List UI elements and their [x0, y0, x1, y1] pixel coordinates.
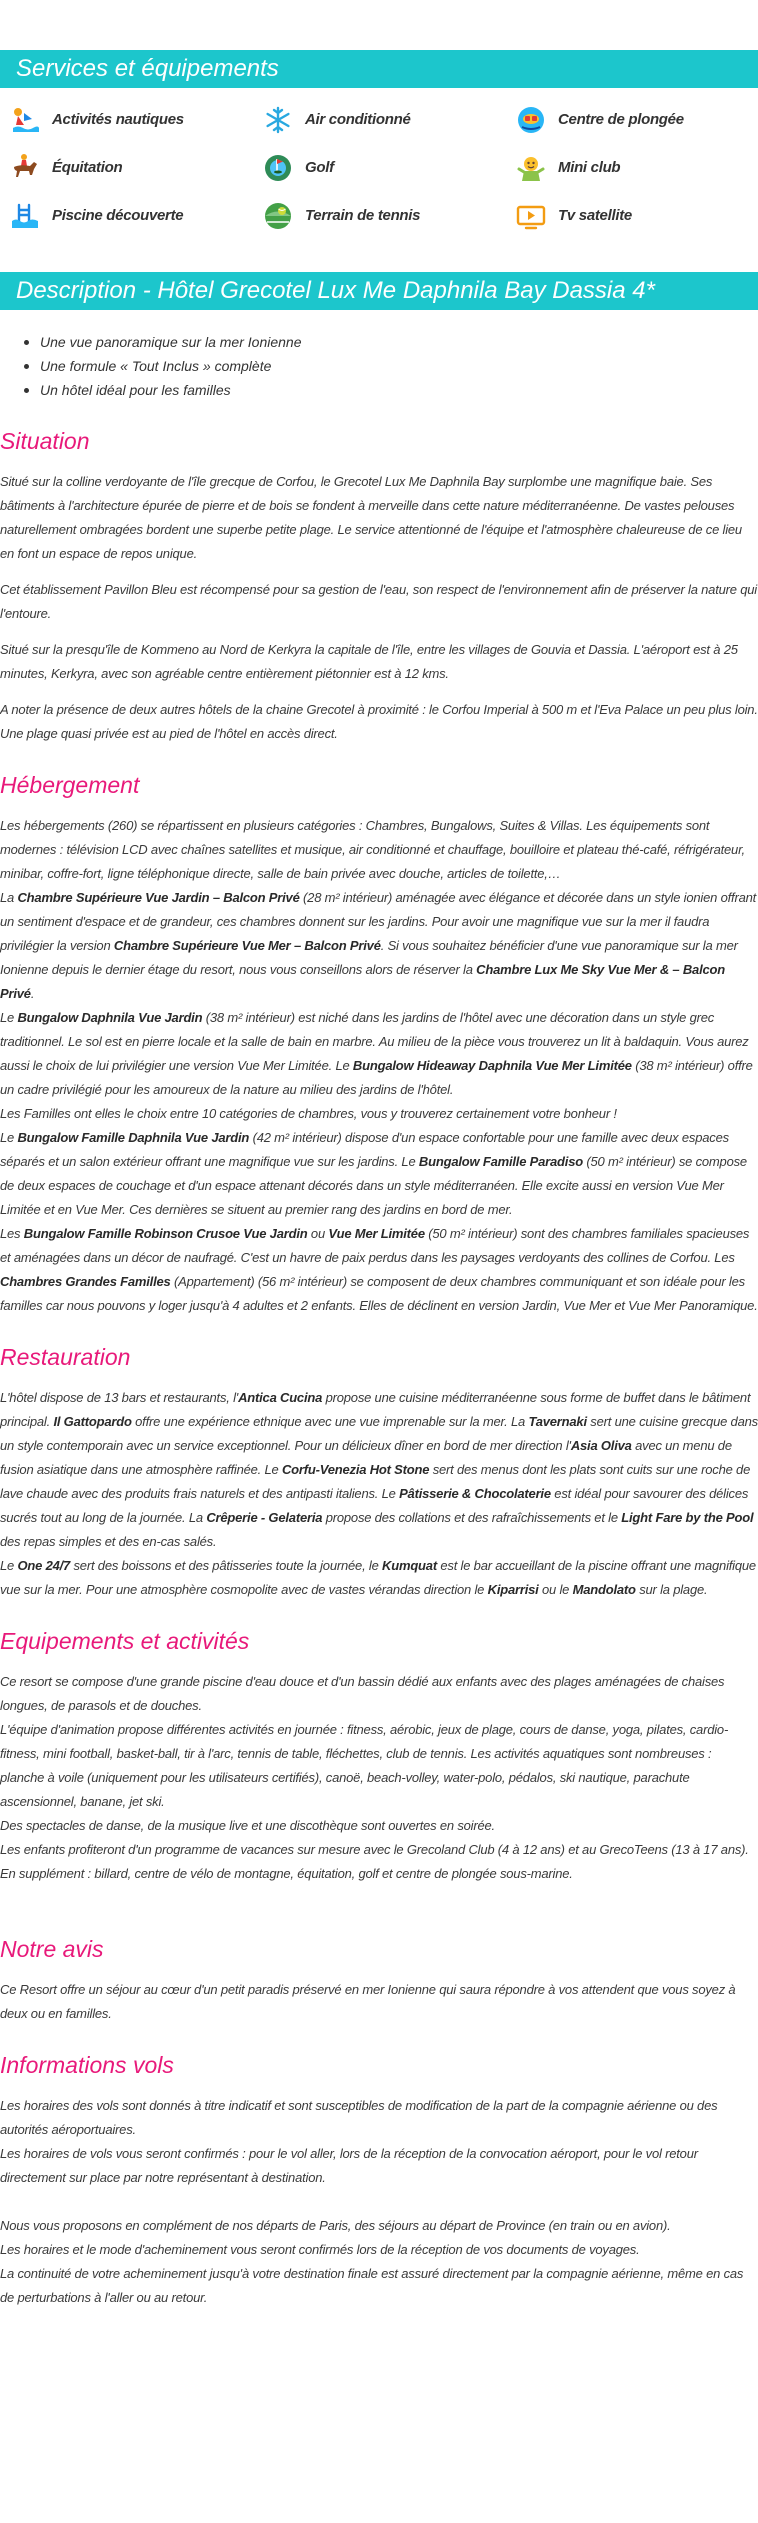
restauration-paragraph: L'hôtel dispose de 13 bars et restaurants, l'Antica Cucina propose une cuisine méditerranéenne sous forme de buffet dans le bâtiment principal. Il Gattopardo offre une expérience ethnique avec une vue imprenable sur la mer. La Tavernaki sert une cuisine grecque dans un style contemporain avec un service exceptionnel. Pour un délicieux dîner en bord de mer direction l'Asia Oliva avec un menu de fusion asiatique dans une atmosphère raffinée. Le Corfu-Venezia Hot Stone sert des menus dont les plats sont cuits sur une roche de lave chaude avec des produits frais naturels et des antipasti italiens. Le Pâtisserie & Chocolaterie est idéal pour savourer des délices sucrés tout au long de la journée. La Crêperie - Gelateria propose des collations et des rafraîchissements et le Light Fare by the Pool des repas simples et des en-cas salés.	[0, 1390, 758, 1549]
horse-riding-icon	[10, 153, 40, 183]
notre-avis-paragraph: Ce Resort offre un séjour au cœur d'un petit paradis préservé en mer Ionienne qui saura répondre à vos attendent que vous soyez à deux ou en familles.	[0, 1982, 736, 2021]
list-item: Une vue panoramique sur la mer Ionienne	[40, 330, 758, 354]
service-label: Golf	[305, 159, 334, 176]
spacer	[0, 2190, 758, 2214]
highlights-list	[0, 330, 758, 402]
notre-avis-heading: Notre avis	[0, 1936, 104, 1962]
hebergement-paragraph: Les hébergements (260) se répartissent en plusieurs catégories : Chambres, Bungalows, Suites & Villas. Les équipements sont modernes : télévision LCD avec chaînes satellites et musique, air conditionné et chauffage, bouilloire et plateau thé-café, réfrigérateur, minibar, coffre-fort, ligne téléphonique directe, salle de bain privée avec douche, articles de toilette,…	[0, 818, 745, 881]
hebergement-paragraph: La Chambre Supérieure Vue Jardin – Balcon Privé (28 m² intérieur) aménagée avec élégance et décorée dans un style ionien offrant un sentiment d'espace et de grandeur, ces chambres donnent sur les jardins. Pour avoir une magnifique vue sur la mer il faudra privilégier la version Chambre Supérieure Vue Mer – Balcon Privé. Si vous souhaitez bénéficier d'une vue panoramique sur la mer Ionienne depuis le dernier étage du resort, nous vous conseillons alors de réserver la Chambre Lux Me Sky Vue Mer & – Balcon Privé.	[0, 890, 757, 1001]
description-header	[0, 272, 758, 310]
service-tennis	[263, 202, 516, 230]
service-label: Tv satellite	[558, 207, 632, 224]
vols-paragraph: Les horaires de vols vous seront confirmés : pour le vol aller, lors de la réception de la convocation aéroport, pour le vol retour directement sur place par notre représentant à destination.	[0, 2146, 698, 2185]
list-item: Un hôtel idéal pour les familles	[40, 378, 758, 402]
services-grid	[0, 106, 758, 230]
service-label: Équitation	[52, 159, 123, 176]
kids-club-icon	[516, 153, 546, 183]
equipements-paragraph: L'équipe d'animation propose différentes activités en journée : fitness, aérobic, jeux de plage, cours de danse, yoga, pilates, cardio-fitness, mini football, basket-ball, tir à l'arc, tennis de table, fléchettes, club de tennis. Les activités aquatiques sont nombreuses : planche à voile (uniquement pour les utilisateurs certifiés), canoë, beach-volley, water-polo, pédalos, ski nautique, parachute ascensionnel, banane, jet ski.	[0, 1722, 729, 1809]
vols-heading: Informations vols	[0, 2052, 174, 2078]
tennis-icon	[263, 201, 293, 231]
service-label: Air conditionné	[305, 111, 411, 128]
hebergement-paragraph: Les Familles ont elles le choix entre 10 catégories de chambres, vous y trouverez certainement votre bonheur !	[0, 1106, 617, 1121]
restauration-heading: Restauration	[0, 1344, 131, 1370]
vols-paragraph: Les horaires et le mode d'acheminement vous seront confirmés lors de la réception de vos documents de voyages.	[0, 2242, 640, 2257]
situation-paragraph: Situé sur la colline verdoyante de l'île grecque de Corfou, le Grecotel Lux Me Daphnila Bay surplombe une magnifique baie. Ses bâtiments à l'architecture épurée de pierre et de bois se fondent à merveille dans cette nature méditerranéenne. De vastes pelouses naturellement ombragées bordent une superbe petite plage. Le service attentionné de l'équipe et l'atmosphère chaleureuse de ce lieu en font un espace de repos unique.	[0, 474, 742, 561]
vols-paragraph: La continuité de votre acheminement jusqu'à votre destination finale est assuré directement par la compagnie aérienne, même en cas de perturbations à l'aller ou au retour.	[0, 2266, 744, 2305]
service-label: Activités nautiques	[52, 111, 184, 128]
equipements-paragraph: En supplément : billard, centre de vélo de montagne, équitation, golf et centre de plongée sous-marine.	[0, 1866, 573, 1881]
equipements-heading: Equipements et activités	[0, 1628, 250, 1654]
list-item: Une formule « Tout Inclus » complète	[40, 354, 758, 378]
equipements-paragraph: Les enfants profiteront d'un programme de vacances sur mesure avec le Grecoland Club (4 à 12 ans) et au GrecoTeens (13 à 17 ans).	[0, 1842, 749, 1857]
vols-paragraph: Les horaires des vols sont donnés à titre indicatif et sont susceptibles de modification de la part de la compagnie aérienne ou des autorités aéroportuaires.	[0, 2098, 718, 2137]
restauration-paragraph: Le One 24/7 sert des boissons et des pâtisseries toute la journée, le Kumquat est le bar accueillant de la piscine offrant une magnifique vue sur la mer. Pour une atmosphère cosmopolite avec de vastes vérandas direction le Kiparrisi ou le Mandolato sur la plage.	[0, 1558, 756, 1597]
hebergement-paragraph: Les Bungalow Famille Robinson Crusoe Vue Jardin ou Vue Mer Limitée (50 m² intérieur) sont des chambres familiales spacieuses et aménagées dans un décor de naufragé. C'est un havre de paix perdus dans les paysages verdoyants des collines de Corfou. Les Chambres Grandes Familles (Appartement) (56 m² intérieur) se composent de deux chambres communiquant et son idéale pour les familles car nous pouvons y loger jusqu'à 4 adultes et 2 enfants. Elles de déclinent en version Jardin, Vue Mer et Vue Mer Panoramique.	[0, 1226, 758, 1313]
situation-paragraph: Situé sur la presqu'île de Kommeno au Nord de Kerkyra la capitale de l'île, entre les villages de Gouvia et Dassia. L'aéroport est à 25 minutes, Kerkyra, avec son agréable centre entièrement piétonnier est à 12 kms.	[0, 642, 738, 681]
hebergement-heading: Hébergement	[0, 772, 140, 798]
situation-paragraph: A noter la présence de deux autres hôtels de la chaine Grecotel à proximité : le Corfou Imperial à 500 m et l'Eva Palace un peu plus loin. Une plage quasi privée est au pied de l'hôtel en accès direct.	[0, 702, 758, 741]
snowflake-icon	[263, 105, 293, 135]
service-pool	[10, 202, 263, 230]
hebergement-paragraph: Le Bungalow Famille Daphnila Vue Jardin (42 m² intérieur) dispose d'un espace confortable pour une famille avec deux espaces séparés et un salon extérieur offrant une magnifique vue sur les jardins. Le Bungalow Famille Paradiso (50 m² intérieur) se compose de deux espaces de couchage et d'un espace attenant décorés dans un style méditerranéen. Elle excite aussi en version Vue Mer Limitée et en Vue Mer. Ces dernières se situent au premier rang des jardins en bord de mer.	[0, 1130, 747, 1217]
service-label: Mini club	[558, 159, 621, 176]
service-label: Centre de plongée	[558, 111, 684, 128]
services-title: Services et équipements	[16, 55, 279, 82]
situation-heading: Situation	[0, 428, 90, 454]
service-air-conditioning	[263, 106, 516, 134]
service-nautical	[10, 106, 263, 134]
service-tv	[516, 202, 758, 230]
service-label: Terrain de tennis	[305, 207, 421, 224]
content	[0, 426, 758, 2310]
vols-paragraph: Nous vous proposons en complément de nos départs de Paris, des séjours au départ de Province (en train ou en avion).	[0, 2218, 671, 2233]
diving-icon	[516, 105, 546, 135]
nautical-icon	[10, 105, 40, 135]
service-diving	[516, 106, 758, 134]
spacer	[0, 1886, 758, 1910]
situation-paragraph: Cet établissement Pavillon Bleu est récompensé pour sa gestion de l'eau, son respect de l'environnement afin de préserver la nature qui l'entoure.	[0, 582, 757, 621]
pool-icon	[10, 201, 40, 231]
service-label: Piscine découverte	[52, 207, 184, 224]
equipements-paragraph: Ce resort se compose d'une grande piscine d'eau douce et d'un bassin dédié aux enfants avec des plages aménagées de chaises longues, de parasols et de douches.	[0, 1674, 725, 1713]
service-golf	[263, 154, 516, 182]
hebergement-paragraph: Le Bungalow Daphnila Vue Jardin (38 m² intérieur) est niché dans les jardins de l'hôtel avec une décoration dans un style grec traditionnel. Le sol est en pierre locale et la salle de bain en marbre. Au milieu de la pièce vous trouverez un lit à baldaquin. Vous aurez aussi le choix de lui privilégier une version Vue Mer Limitée. Le Bungalow Hideaway Daphnila Vue Mer Limitée (38 m² intérieur) offre un cadre privilégié pour les amoureux de la nature au milieu des jardins de l'hôtel.	[0, 1010, 753, 1097]
service-mini-club	[516, 154, 758, 182]
services-header	[0, 50, 758, 88]
description-title: Description - Hôtel Grecotel Lux Me Daphnila Bay Dassia 4*	[16, 277, 655, 304]
service-horse-riding	[10, 154, 263, 182]
equipements-paragraph: Des spectacles de danse, de la musique live et une discothèque sont ouvertes en soirée.	[0, 1818, 495, 1833]
tv-icon	[516, 201, 546, 231]
golf-icon	[263, 153, 293, 183]
